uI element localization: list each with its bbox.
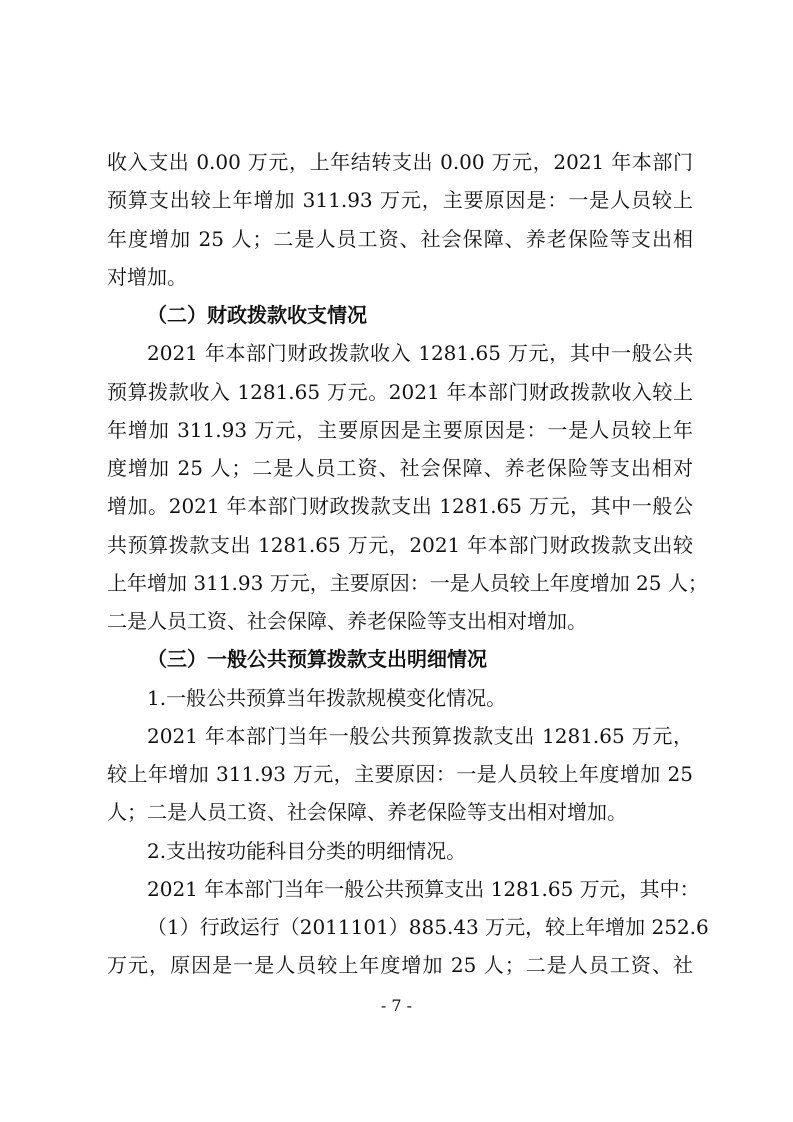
body-text-line: 预算拨款收入 1281.65 万元。2021 年本部门财政拨款收入较上	[107, 380, 693, 404]
section-heading: （二）财政拨款收支情况	[147, 303, 367, 327]
subsection-heading: 1.一般公共预算当年拨款规模变化情况。	[147, 686, 507, 710]
body-text-line: 上年增加 311.93 万元，主要原因：一是人员较上年度增加 25 人；	[107, 571, 708, 595]
body-text-line: 万元，原因是一是人员较上年度增加 25 人；二是人员工资、社	[107, 953, 693, 977]
body-text-line: 人；二是人员工资、社会保障、养老保险等支出相对增加。	[107, 800, 627, 824]
body-text-line: 共预算拨款支出 1281.65 万元，2021 年本部门财政拨款支出较	[107, 533, 693, 557]
page-number: - 7 -	[380, 996, 413, 1015]
body-text-line: 收入支出 0.00 万元，上年结转支出 0.00 万元，2021 年本部门	[107, 150, 693, 174]
body-text-line: 年增加 311.93 万元，主要原因是主要原因是：一是人员较上年	[107, 418, 693, 442]
body-text-line: 2021 年本部门财政拨款收入 1281.65 万元，其中一般公共	[147, 341, 693, 365]
body-text-line: 增加。2021 年本部门财政拨款支出 1281.65 万元，其中一般公	[107, 494, 693, 518]
body-text-line: 2021 年本部门当年一般公共预算拨款支出 1281.65 万元，	[147, 724, 693, 748]
body-text-line: 对增加。	[107, 265, 187, 289]
body-text-line: 2021 年本部门当年一般公共预算支出 1281.65 万元，其中：	[147, 877, 700, 901]
body-text-line: 较上年增加 311.93 万元，主要原因：一是人员较上年度增加 25	[107, 762, 693, 786]
body-text-line: 度增加 25 人；二是人员工资、社会保障、养老保险等支出相对	[107, 456, 693, 480]
body-text-line: 预算支出较上年增加 311.93 万元，主要原因是：一是人员较上	[107, 188, 693, 212]
body-text-line: （1）行政运行（2011101）885.43 万元，较上年增加 252.6	[147, 915, 709, 939]
subsection-heading: 2.支出按功能科目分类的明细情况。	[147, 839, 467, 863]
section-heading: （三）一般公共预算拨款支出明细情况	[147, 647, 487, 671]
body-text-line: 二是人员工资、社会保障、养老保险等支出相对增加。	[107, 609, 587, 633]
body-text-line: 年度增加 25 人；二是人员工资、社会保障、养老保险等支出相	[107, 227, 693, 251]
